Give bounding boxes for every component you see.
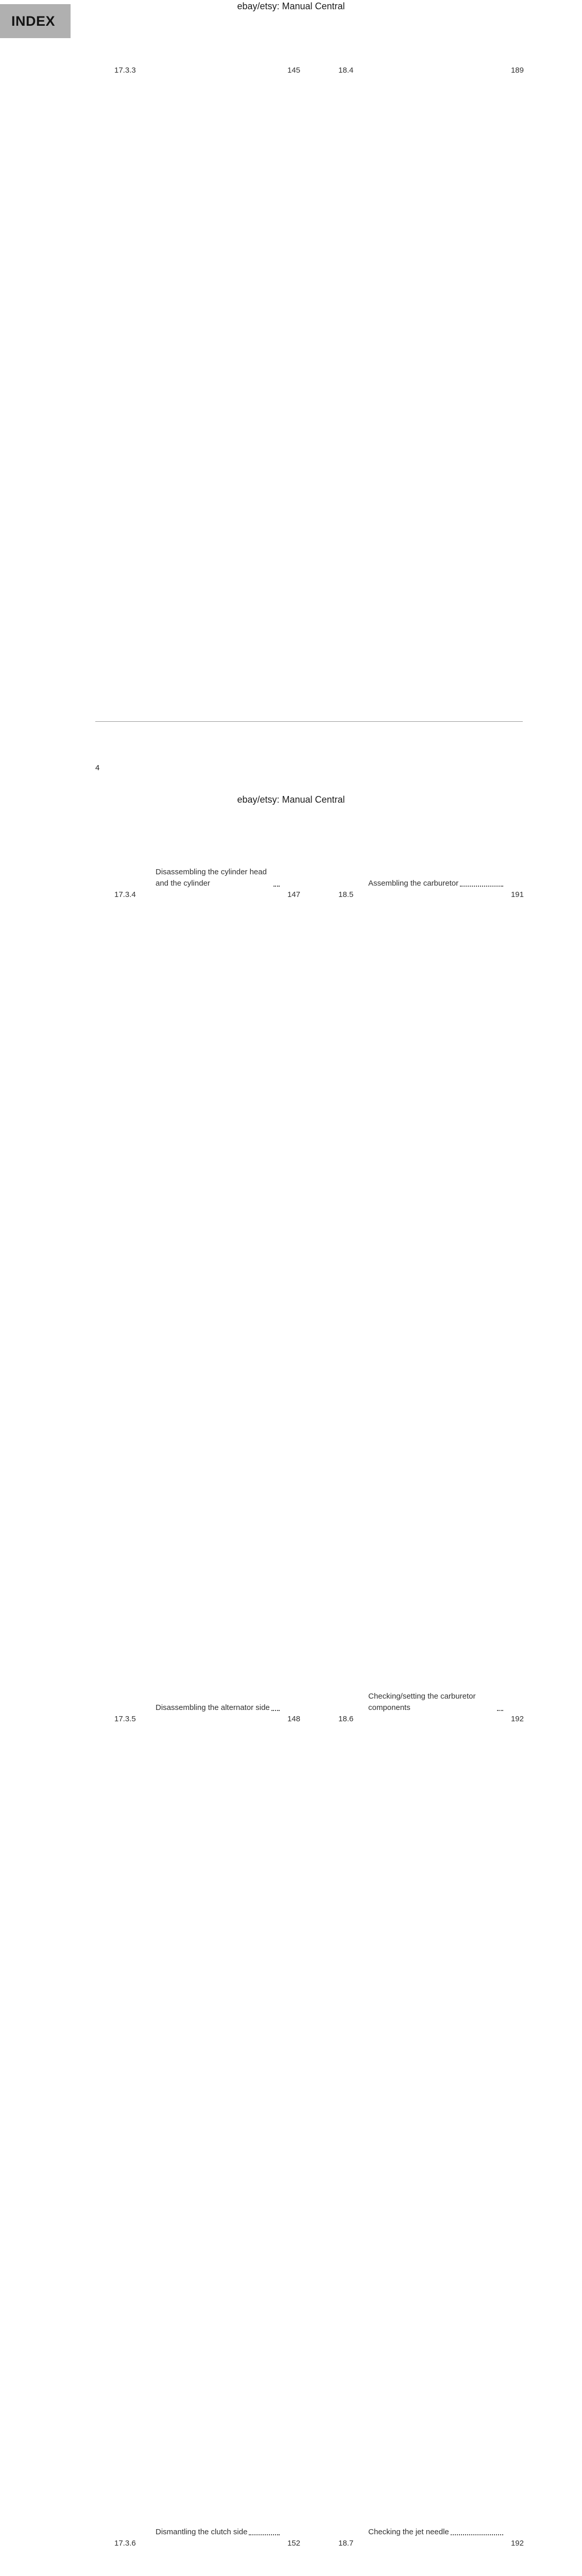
toc-entry bbox=[95, 2538, 300, 2576]
dot-leader bbox=[249, 2534, 280, 2535]
page-header bbox=[0, 0, 582, 12]
entry-number: 18.7 bbox=[338, 2539, 354, 2548]
entry-page-number: 152 bbox=[282, 2538, 300, 2576]
index-label: INDEX bbox=[11, 13, 56, 29]
entry-number: 17.3.3 bbox=[114, 66, 136, 75]
header-title: ebay/etsy: Manual Central bbox=[237, 1, 345, 11]
toc-entry bbox=[95, 65, 300, 889]
page-footer bbox=[0, 794, 582, 805]
entry-number: 18.5 bbox=[338, 890, 354, 899]
toc-entry bbox=[319, 889, 524, 1714]
footer-title: ebay/etsy: Manual Central bbox=[237, 794, 345, 805]
entry-title: Checking/setting the carburetor components bbox=[368, 1692, 476, 1712]
entry-title: Dismantling the clutch side bbox=[156, 2528, 248, 2536]
toc-entry bbox=[319, 1714, 524, 2538]
dot-leader bbox=[497, 1710, 503, 1711]
entry-page-number: 147 bbox=[282, 889, 300, 1714]
toc-entry bbox=[319, 2538, 524, 2576]
index-label-box bbox=[0, 4, 71, 38]
page-number: 4 bbox=[95, 764, 100, 772]
toc-column-left bbox=[95, 65, 300, 2576]
footer-rule bbox=[95, 721, 523, 722]
dot-leader bbox=[271, 1710, 280, 1711]
toc-entry bbox=[95, 889, 300, 1714]
entry-title: Disassembling the cylinder head and the cylinder bbox=[156, 868, 267, 888]
entry-page-number: 145 bbox=[282, 65, 300, 889]
toc-column-right bbox=[319, 65, 524, 2576]
dot-leader bbox=[460, 886, 503, 887]
entry-page-number: 189 bbox=[505, 65, 524, 889]
entry-title: Checking the jet needle bbox=[368, 2528, 449, 2536]
entry-number: 18.4 bbox=[338, 66, 354, 75]
table-of-contents bbox=[95, 65, 524, 2576]
entry-page-number: 148 bbox=[282, 1714, 300, 2538]
toc-entry bbox=[319, 65, 524, 889]
entry-page-number: 191 bbox=[505, 889, 524, 1714]
entry-number: 17.3.5 bbox=[114, 1715, 136, 1723]
entry-number: 17.3.6 bbox=[114, 2539, 136, 2548]
entry-title: Disassembling the alternator side bbox=[156, 1703, 270, 1712]
dot-leader bbox=[273, 886, 280, 887]
entry-number: 17.3.4 bbox=[114, 890, 136, 899]
entry-title: Assembling the carburetor bbox=[368, 879, 459, 888]
entry-page-number: 192 bbox=[505, 2538, 524, 2576]
entry-page-number: 192 bbox=[505, 1714, 524, 2538]
dot-leader bbox=[451, 2534, 503, 2535]
toc-entry bbox=[95, 1714, 300, 2538]
entry-number: 18.6 bbox=[338, 1715, 354, 1723]
